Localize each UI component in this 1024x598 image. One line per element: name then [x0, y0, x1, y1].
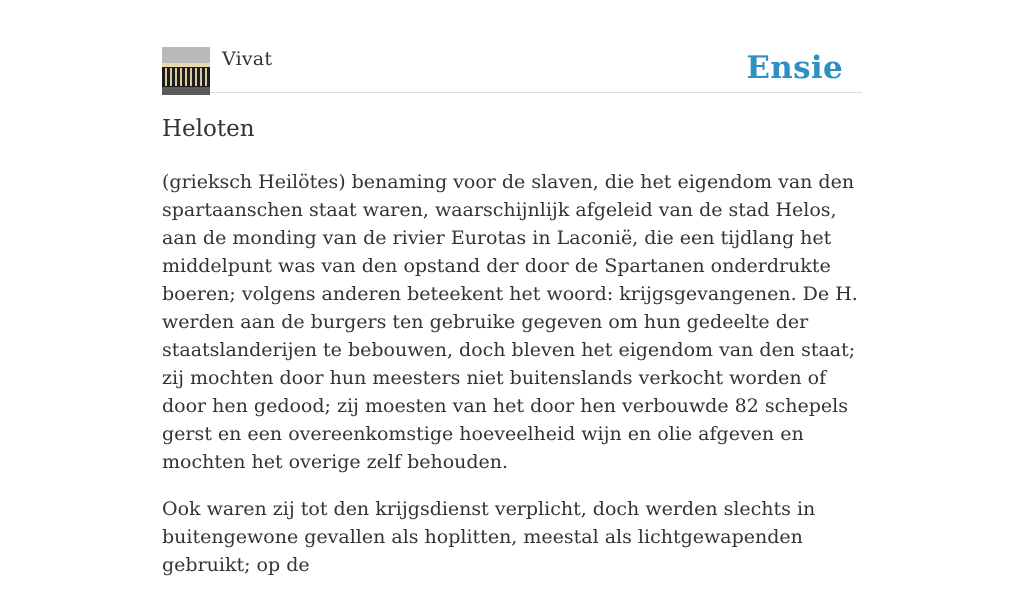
header: [162, 46, 862, 93]
article-body: [162, 168, 866, 598]
collection-name[interactable]: Vivat: [222, 48, 273, 70]
site-logo[interactable]: Ensie: [746, 50, 843, 86]
article-title: Heloten: [162, 116, 255, 142]
book-spines-icon: [162, 47, 210, 95]
collection-avatar[interactable]: [162, 47, 210, 95]
article-paragraph: (grieksch Heilötes) benaming voor de slaven, die het eigendom van den spartaanschen staat waren, waarschijnlijk afgeleid van de stad Helos, aan de monding van de rivier Eurotas in Laconië, die een tijdlang het middelpunt was van den opstand der door de Spartanen onderdrukte boeren; volgens anderen beteekent het woord: krijgsgevangenen. De H. werden aan de burgers ten gebruike gegeven om hun gedeelte der staatslanderijen te bebouwen, doch bleven het eigendom van den staat; zij mochten door hun meesters niet buitenslands verkocht worden of door hen gedood; zij moesten van het door hen verbouwde 82 schepels gerst en een overeenkomstige hoeveelheid wijn en olie afgeven en mochten het overige zelf behouden.: [162, 171, 858, 473]
article-paragraph: Ook waren zij tot den krijgsdienst verplicht, doch werden slechts in buitengewone gevallen als hoplitten, meestal als lichtgewapenden gebruikt; op de: [162, 498, 816, 576]
